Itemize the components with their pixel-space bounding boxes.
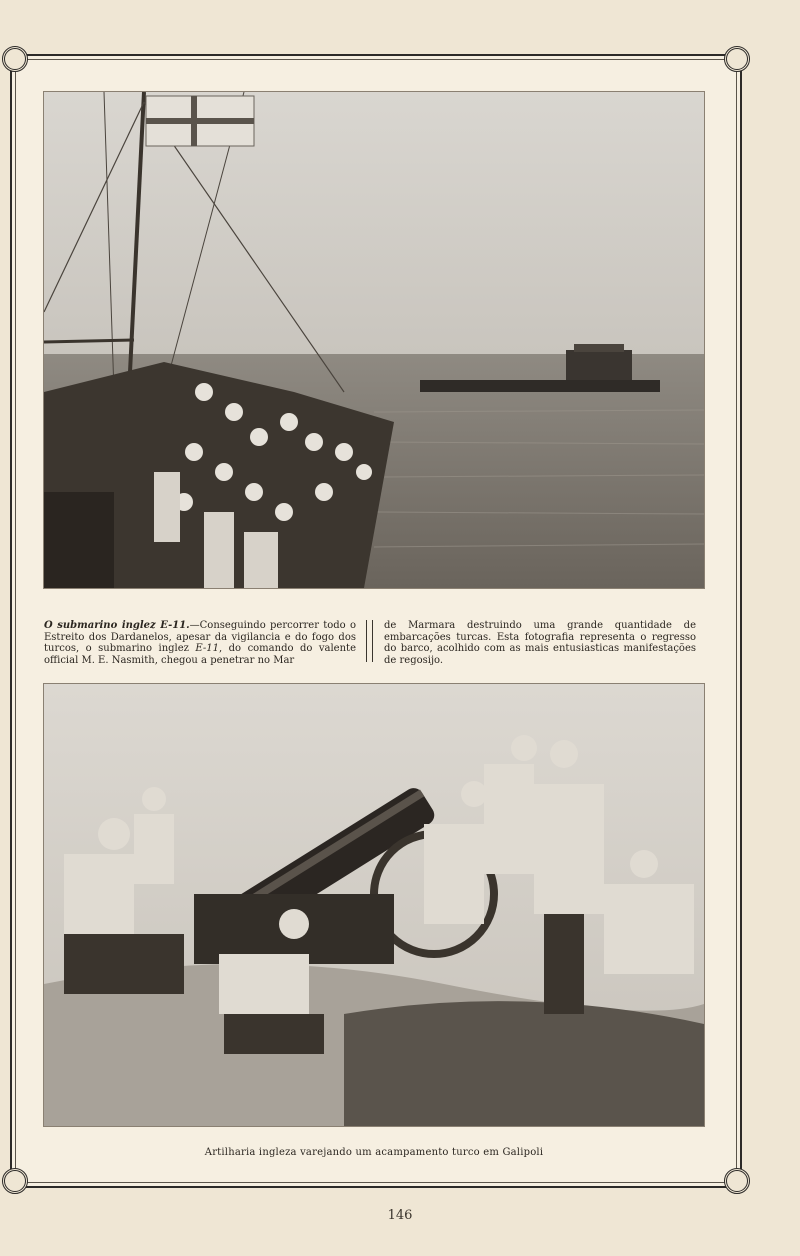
photo-submarine-return: [44, 92, 704, 588]
photo-submarine-illustration: [44, 92, 704, 588]
corner-ornament-bottom-right: [724, 1168, 750, 1194]
caption-right-column: de Marmara destruindo uma grande quantidade de embarcações turcas. Esta fotografia representa o regresso do barco, acolhido com as mais entusiasticas manifestações de regosijo.: [384, 620, 696, 666]
caption-left-column: [44, 620, 356, 666]
page-number: 146: [387, 1208, 413, 1223]
photo-artillery-gallipoli: [44, 684, 704, 1126]
caption-submarine: [44, 620, 704, 668]
corner-ornament-top-left: [2, 46, 28, 72]
caption-lead-text: —Conseguindo percorrer todo o Estreito dos Dardanelos, apesar da vigilancia e do fogo dos turcos, o submarino inglez: [44, 620, 356, 654]
corner-ornament-bottom-left: [2, 1168, 28, 1194]
caption-artillery: Artilharia ingleza varejando um acampamento turco em Galipoli: [204, 1147, 544, 1158]
caption-vessel-name: E-11: [195, 643, 219, 654]
corner-ornament-top-right: [724, 46, 750, 72]
caption-column-divider: [366, 620, 373, 662]
caption-title: O submarino inglez E-11.: [44, 620, 190, 631]
photo-artillery-illustration: [44, 684, 704, 1126]
caption-left-rest: , do comando do valente official M. E. Nasmith, chegou a penetrar no Mar: [44, 643, 356, 666]
